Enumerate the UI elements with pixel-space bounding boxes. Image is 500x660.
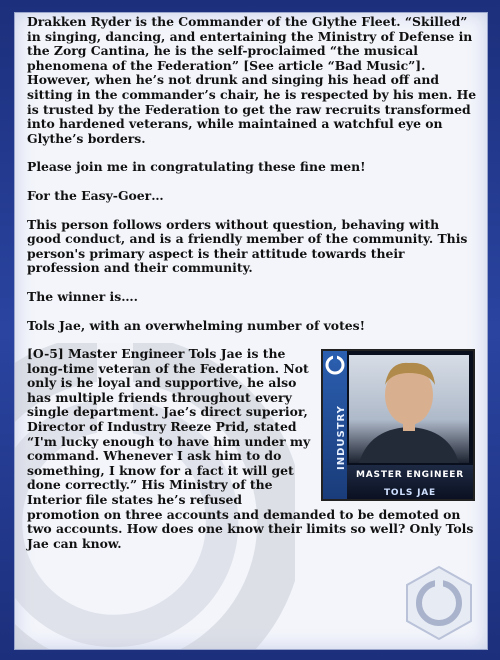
paragraph-award-heading: For the Easy-Goer… — [27, 187, 164, 203]
paragraph-winner-heading: The winner is…. — [27, 288, 138, 304]
card-name: TOLS JAE — [383, 487, 436, 498]
article-body — [27, 15, 477, 565]
paragraph-profile: [O-5] Master Engineer Tols Jae is the long-time veteran of the Federation. Not only is he loyal and supportive, he also has multiple friends throughout every single department. Jae’s direct superior, Director of Industry Reeze Prid, stated “I'm lucky enough to have him under my command. Whenever I ask him to do something, I know for a fact it will get done correctly.” His Ministry of the Interior file states he’s refused promotion on three accounts and demanded to be demoted on two accounts. How does one know their limits so well? Only Tols Jae can know. — [27, 346, 474, 551]
card-department-label: INDUSTRY — [336, 405, 347, 471]
federation-emblem-icon — [325, 355, 345, 375]
card-caption — [347, 465, 473, 499]
card-department-strip — [323, 351, 347, 499]
profile-card — [321, 349, 475, 501]
paragraph-winner: Tols Jae, with an overwhelming number of votes! — [27, 317, 366, 333]
portrait-photo — [349, 355, 469, 463]
article-panel — [14, 12, 488, 650]
paragraph-congratulate: Please join me in congratulating these fine men! — [27, 159, 366, 175]
card-role: MASTER ENGINEER — [356, 470, 464, 481]
federation-logo-icon — [399, 563, 479, 643]
paragraph-award-description: This person follows orders without question, behaving with good conduct, and is a friendly member of the community. This person's primary aspect is their attitude towards their profession and their community. — [27, 216, 468, 276]
paragraph-intro: Drakken Ryder is the Commander of the Glythe Fleet. “Skilled” in singing, dancing, and entertaining the Ministry of Defense in the Zorg Cantina, he is the self-proclaimed “the musical phenomena of the Federation” [See article “Bad Music”]. However, when he’s not drunk and singing his head off and sitting in the commander’s chair, he is respected by his men. He is trusted by the Federation to get the raw recruits transformed into hardened veterans, while maintained a watchful eye on Glythe’s borders. — [27, 14, 477, 146]
